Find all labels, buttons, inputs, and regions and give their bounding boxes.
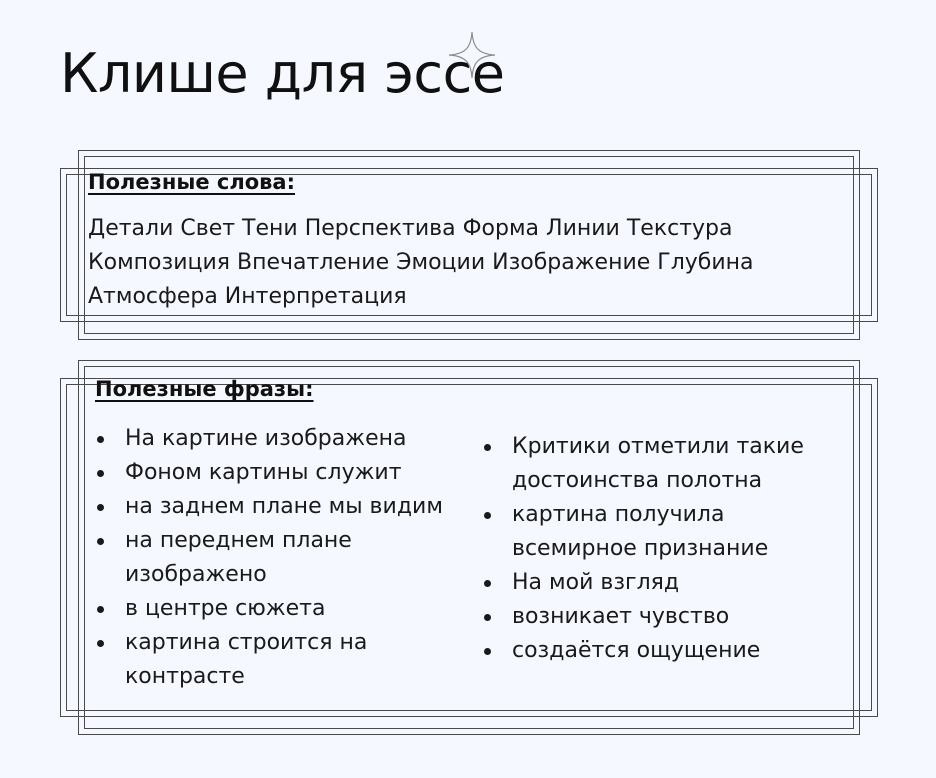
sparkle-icon bbox=[447, 30, 497, 80]
list-item: Фоном картины служит bbox=[96, 456, 476, 490]
list-item: картина получила всемирное признание bbox=[483, 498, 843, 566]
phrases-list-right bbox=[483, 430, 843, 668]
phrases-list-left bbox=[96, 422, 476, 694]
list-item: на переднем плане изображено bbox=[96, 524, 476, 592]
list-item: Критики отметили такие достоинства полотна bbox=[483, 430, 843, 498]
list-item: На мой взгляд bbox=[483, 566, 843, 600]
useful-words-text: Детали Свет Тени Перспектива Форма Линии Текстура Композиция Впечатление Эмоции Изображение Глубина Атмосфера Интерпретация bbox=[88, 216, 754, 309]
list-item: в центре сюжета bbox=[96, 592, 476, 626]
list-item: возникает чувство bbox=[483, 600, 843, 634]
list-item: картина строится на контрасте bbox=[96, 626, 476, 694]
list-item: создаётся ощущение bbox=[483, 634, 843, 668]
useful-words-heading: Полезные слова: bbox=[88, 170, 295, 194]
list-item: на заднем плане мы видим bbox=[96, 490, 476, 524]
list-item: На картине изображена bbox=[96, 422, 476, 456]
page-title: Клише для эссе bbox=[60, 42, 505, 105]
useful-phrases-heading: Полезные фразы: bbox=[95, 377, 314, 401]
